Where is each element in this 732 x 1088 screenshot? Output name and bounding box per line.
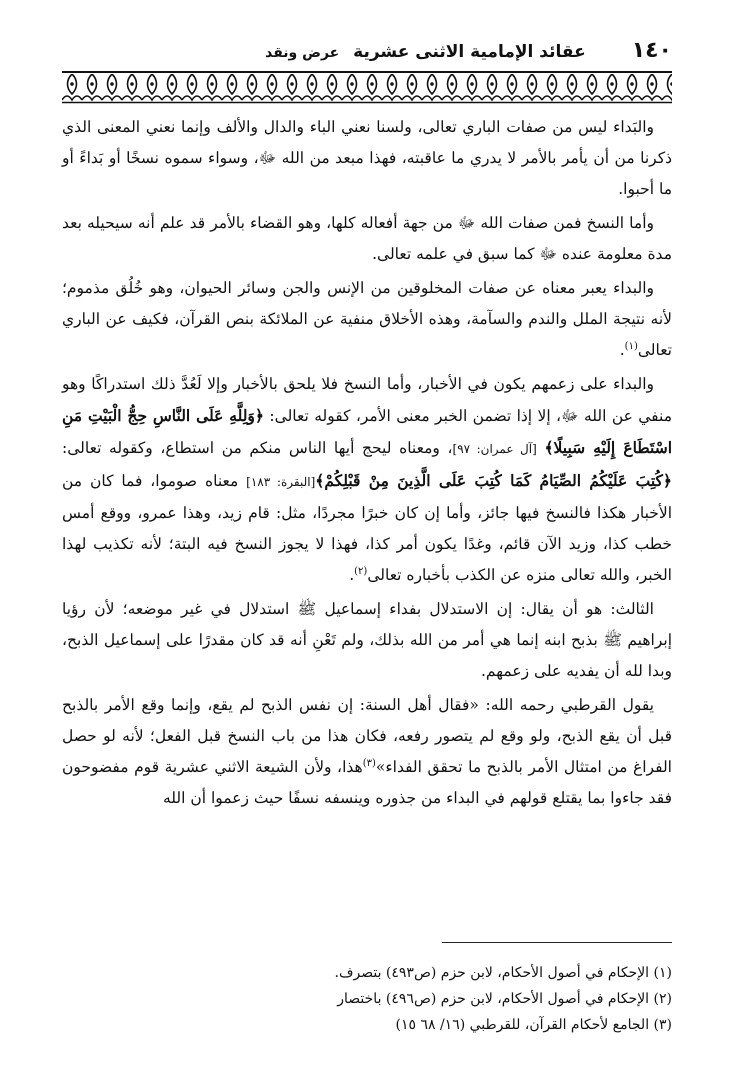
verse-reference: [البقرة: ١٨٣]: [246, 475, 316, 489]
quran-quote: ﴿كُتِبَ عَلَيْكُمُ الصِّيَامُ كَمَا كُتِبَ عَلَى الَّذِينَ مِنْ قَبْلِكُمْ﴾: [315, 471, 672, 490]
footnote-ref: (١): [624, 340, 638, 352]
footnote-divider: [442, 942, 672, 943]
footnote: (٣) الجامع لأحكام القرآن، للقرطبي (١٦/ ٦٨ ١٥): [395, 1017, 672, 1033]
footnote-ref: (٢): [354, 565, 368, 577]
footnote-ref: (٣): [362, 757, 376, 769]
header-ornament-border: [62, 70, 672, 104]
book-subtitle: عرض ونقد: [265, 45, 340, 61]
paragraph: وأما النسخ فمن صفات الله ﷻ من جهة أفعاله كلها، وهو القضاء بالأمر قد علم أنه سيحيله بعد مدة معلومة عنده ﷻ كما سبق في علمه تعالى.: [62, 214, 672, 263]
verse-reference: [آل عمران: ٩٧]: [452, 442, 537, 456]
page-header: [60, 38, 672, 68]
footnote: (٢) الإحكام في أصول الأحكام، لابن حزم (ص٤٩٦) باختصار: [337, 991, 672, 1007]
paragraph: الثالث: هو أن يقال: إن الاستدلال بفداء إسماعيل ﷺ استدلال في غير موضعه؛ لأن رؤيا إبراهيم ﷺ بذبح ابنه إنما هي أمر من الله بذلك، ولم تَعْنِ أنه قد كان مقدرًا على إسماعيل الذبح، وبدا لله أن يفديه على زعمهم.: [62, 600, 672, 680]
paragraph: والبَداء ليس من صفات الباري تعالى، ولسنا نعني الباء والدال والألف وإنما نعني المعنى الذي ذكرنا من أن يأمر بالأمر لا يدري ما عاقبته، فهذا مبعد من الله ﷻ، وسواء سموه نسخًا أو بَداءً أو ما أحبوا.: [62, 118, 672, 198]
page-body: [62, 112, 672, 817]
page-number: ١٤٠: [631, 38, 672, 63]
quran-quote: ﴿وَلِلَّهِ عَلَى النَّاسِ حِجُّ الْبَيْتِ مَنِ اسْتَطَاعَ إِلَيْهِ سَبِيلًا﴾: [62, 406, 672, 457]
book-title: عقائد الإمامية الاثنى عشرية: [353, 42, 586, 62]
paragraph: والبداء يعبر معناه عن صفات المخلوقين من الإنس والجن وسائر الحيوان، وهو خُلُق مذموم؛ لأنه نتيجة الملل والندم والسآمة، وهذه الأخلاق منفية عن الملائكة بنص القرآن، فكيف عن الباري تعالى$^{(١)}$.: [62, 279, 672, 359]
footnote: (١) الإحكام في أصول الأحكام، لابن حزم (ص٤٩٣) بتصرف.: [334, 965, 672, 981]
paragraph: يقول القرطبي رحمه الله: «فقال أهل السنة: إن نفس الذبح لم يقع، وإنما وقع الأمر بالذبح قبل أن يقع الذبح، ولو وقع لم يتصور رفعه، فكان هذا من باب النسخ قبل الفعل؛ لأنه لو حصل الفراغ من امتثال الأمر بالذبح ما تحقق الفداء»$^{(٣)}$هذا، ولأن الشيعة الاثني عشرية قوم مفضوحون فقد جاءوا بما يقتلع قولهم في البداء من جذوره وينسفه نسفًا حيث زعموا أن الله: [62, 696, 672, 807]
running-title: [265, 42, 586, 62]
paragraph: والبداء على زعمهم يكون في الأخبار، وأما النسخ فلا يلحق بالأخبار وإلا لَعُدَّ ذلك استدراكًا وهو منفي عن الله ﷻ، إلا إذا تضمن الخبر معنى الأمر، كقوله تعالى: ﴿وَلِلَّهِ عَلَى النَّاسِ حِجُّ الْبَيْتِ مَنِ اسْتَطَاعَ إِلَيْهِ سَبِيلًا﴾ [آل عمران: ٩٧]، ومعناه ليحج أيها الناس منكم من استطاع، وكقوله تعالى: ﴿كُتِبَ عَلَيْكُمُ الصِّيَامُ كَمَا كُتِبَ عَلَى الَّذِينَ مِنْ قَبْلِكُمْ﴾[البقرة: ١٨٣] معناه صوموا، فما كان من الأخبار هكذا فالنسخ فيها جائز، وأما إن كان خبرًا مجردًا، مثل: قام زيد، وهذا عمرو، ووقع أمس خطب كذا، وزيد الآن قائم، وغدًا يكون أمر كذا، فهذا لا يجوز النسخ فيه البتة؛ لأنه تكذيب لهذا الخبر، والله تعالى منزه عن الكذب بأخباره تعالى$^{(٢)}$.: [62, 375, 673, 584]
footnotes: [72, 960, 672, 1038]
